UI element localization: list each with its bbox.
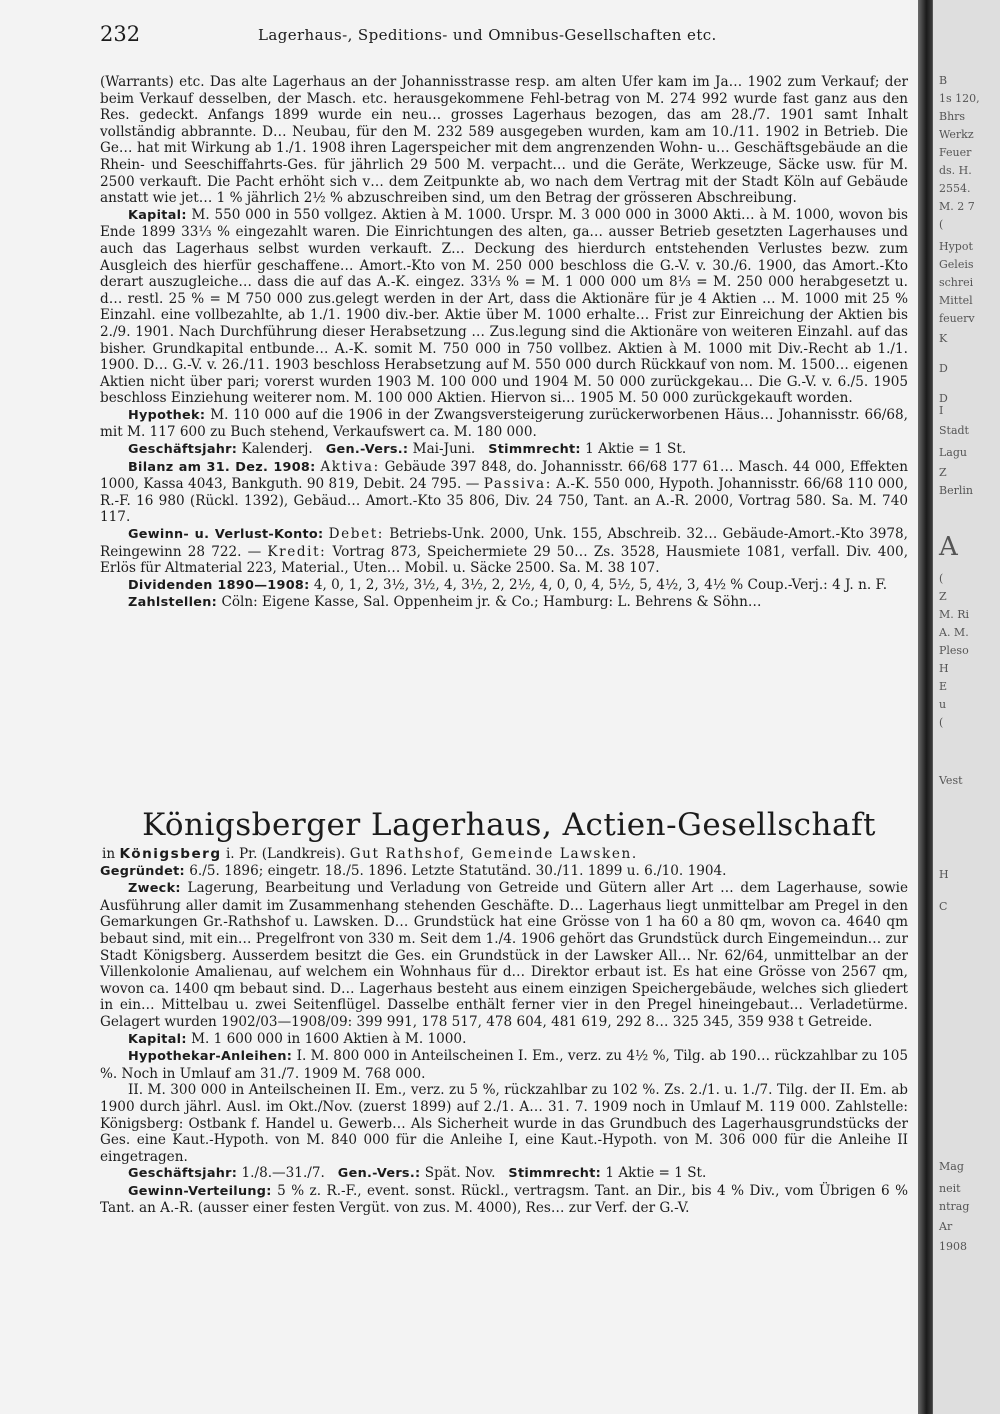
adjacent-fragment: Mittel (939, 294, 973, 307)
gj-label: Geschäftsjahr: (128, 442, 238, 458)
kapital-paragraph (100, 1031, 908, 1049)
running-head: Lagerhaus-, Speditions- und Omnibus-Gesellschaften etc. (258, 26, 717, 44)
adjacent-fragment: Ar (939, 1220, 953, 1233)
bilanz-passiva-label: Passiva: (483, 476, 552, 493)
hypothek-paragraph (100, 407, 908, 441)
adjacent-fragment: ds. H. (939, 164, 972, 177)
adjacent-fragment: Mag (939, 1160, 964, 1173)
adjacent-fragment: Feuer (939, 146, 972, 159)
hypothek-text: M. 110 000 auf die 1906 in der Zwangsversteigerung zurückerworbenen Häus… Johannisstr. 66/68, mit M. 117 600 zu Buch stehend, Verkaufswert ca. M. 180 000. (100, 406, 908, 441)
adjacent-fragment: Geleis (939, 258, 974, 271)
location-rest: i. Pr. (Landkreis). (225, 846, 346, 862)
adjacent-fragment: E (939, 680, 948, 693)
hypothekar-anleihen-paragraph (100, 1048, 908, 1082)
bilanz-passiva-text: A.-K. 550 000, Hypoth. Johannisstr. 66/68 110 000, R.-F. 16 980 (Rückl. 1392), Gebäud… Amort.-Kto 35 806, Div. 24 750, Tant. an A.-R. 2000, Vortrag 580. Sa. M. 740 117. (100, 476, 908, 526)
guv-label: Gewinn- u. Verlust-Konto: (128, 527, 324, 543)
gegruendet-line (100, 863, 908, 881)
gewinn-verteilung-label: Gewinn-Verteilung: (128, 1183, 272, 1199)
zahlstellen-paragraph (100, 594, 908, 612)
adjacent-fragment: Pleso (939, 644, 969, 657)
adjacent-fragment: I (939, 404, 944, 417)
adjacent-fragment: ( (939, 716, 944, 729)
adjacent-fragment: ( (939, 572, 944, 585)
adjacent-fragment: Hypot (939, 240, 973, 253)
entry-title (100, 806, 918, 844)
adjacent-fragment: D (939, 392, 948, 405)
page-header (100, 20, 920, 56)
adjacent-fragment: neit (939, 1182, 961, 1195)
adjacent-fragment: u (939, 698, 947, 711)
adjacent-fragment: 1908 (939, 1240, 967, 1253)
guv-paragraph (100, 526, 908, 577)
hypothek-label: Hypothek: (128, 407, 206, 423)
zweck-label: Zweck: (128, 881, 181, 897)
adjacent-fragment: feuerv (939, 312, 975, 325)
location-in: in (102, 846, 116, 862)
bilanz-aktiva-text: Gebäude 397 848, do. Johannisstr. 66/68 177 61… Masch. 44 000, Effekten 1000, Kassa 4043, Bankguth. 90 819, Debit. 24 795. — (100, 458, 908, 493)
adjacent-fragment: A. M. (939, 626, 969, 639)
gewinn-verteilung-text: 5 % z. R.-F., event. sonst. Rückl., vertragsm. Tant. an Dir., bis 4 % Div., vom Übrigen 6 % Tant. an A.-R. (ausser einer festen Vergüt. von zus. M. 4000), Res… zur Verf. der G.-V. (100, 1182, 909, 1217)
adjacent-fragment: Berlin (939, 484, 973, 497)
adjacent-fragment: ( (939, 218, 944, 231)
kapital-text: M. 550 000 in 550 vollgez. Aktien à M. 1000. Urspr. M. 3 000 000 in 3000 Akti… à M. 1000, wovon bis Ende 1899 33⅓ % eingezahlt waren. Die Einrichtungen des alten, ga… ausser Betrieb gesetzten Lagerhauses und auch das Lagerhaus selbst wurden verkauft. Z… Deckung des hierdurch entstehenden Verlustes bezw. zum Ausgleich des hierfür geschaffene… Amort.-Kto von M. 250 000 beschloss die G.-V. v. 30./6. 1900, das Amort.-Kto derart auszugleiche… dass die auf das A.-K. eingez. 33⅓ % = M. 1 000 000 um 8⅓ = M. 250 000 herabgesetzt u. d… restl. 25 % = M 750 000 zus.gelegt werden in der Art, dass die Aktionäre für je 4 Aktien … M. 1000 mit 25 % Einzahl. eine vollbezahlte, ab 1./1. 1900 div.-ber. Aktie über M. 1000 erhalte… Frist zur Einreichung der Aktien bis 2./9. 1901. Nach Durchführung dieser Herabsetzung … Zus.legung sind die Aktionäre von weiteren Einzahl. auf das bisher. Grundkapital entbunde… A.-K. somit M. 750 000 in 750 vollbez. Aktien à M. 1000 mit Div.-Recht ab 1./1. 1900. D… G.-V. v. 26./11. 1903 beschloss Herabsetzung auf M. 550 000 durch Rückkauf von nom. M. 1500… eigenen Aktien nicht über pari; vorerst wurden 1903 M. 100 000 und 1904 M. 50 000 zurückgekau… Die G.-V. v. 6./5. 1905 beschloss Einziehung weiterer nom. M. 100 000 Aktien. Hiervon si… 1905 M. 50 000 zurückgekauft worden. (100, 206, 909, 407)
sr-text: 1 Aktie = 1 St. (585, 441, 687, 458)
adjacent-fragment: B (939, 74, 948, 87)
zweck-text: Lagerung, Bearbeitung und Verladung von Getreide und Gütern aller Art … dem Lagerhause, sowie Ausführung aller damit im Zusammenhang stehenden Geschäfte. D… Lagerhaus liegt unmittelbar am Pregel in den Gemarkungen Gr.-Rathshof u. Lawsken. D… Grundstück hat eine Grösse von 1 ha 60 a 80 qm, wovon ca. 4640 qm bebaut sind, mit ein… Pregelfront von 330 m. Seit dem 1./4. 1906 gehört das Grundstück durch Eingemeindun… zur Stadt Königsberg. Ausserdem besitzt die Ges. ein Grundstück in der Lawsker All… Nr. 62/64, unmittelbar an der Villenkolonie Amalienau, auf welchem ein Wohnhaus für d… Direktor erbaut ist. Es hat eine Grösse von 2567 qm, wovon ca. 1400 qm bebaut sind. D… Lagerhaus besteht aus einem einzigen Speichergebäude, welches sich gliedert in ein… Mittelbau u. zwei Seitenflügel. Dasselbe enthält ferner vier in den Pregel hineingebaut… Verladetürme. Gelagert wurden 1902/03—1908/09: 399 991, 178 517, 478 604, 481 619, 292 8… 325 345, 359 938 t Getreide. (100, 880, 908, 1030)
geschaeftsjahr-line (100, 441, 908, 459)
bilanz-aktiva-label: Aktiva: (320, 458, 380, 475)
gv-label: Gen.-Vers.: (325, 442, 409, 458)
geschaeftsjahr-line (100, 1165, 908, 1183)
gegruendet-label: Gegründet: (100, 863, 185, 879)
adjacent-fragment: Vest (939, 774, 963, 787)
adjacent-fragment: A (939, 532, 958, 562)
adjacent-fragment: D (939, 362, 948, 375)
kapital-paragraph (100, 207, 908, 407)
gj-text: 1./8.—31./7. (241, 1165, 325, 1182)
adjacent-fragment: M. Ri (939, 608, 970, 621)
gv-text: Mai-Juni. (412, 441, 476, 458)
adjacent-fragment: ntrag (939, 1200, 970, 1213)
hypothekar-anleihen-text-1: I. M. 800 000 in Anteilscheinen I. Em., verz. zu 4½ %, Tilg. ab 190… rückzahlbar zu 105 %. Noch in Umlauf am 31./7. 1909 M. 768 000. (100, 1048, 908, 1082)
dividenden-paragraph (100, 577, 908, 595)
book-gutter (918, 0, 932, 1414)
zahlstellen-label: Zahlstellen: (128, 595, 218, 611)
entry-prev-continued (100, 74, 908, 612)
sr-text: 1 Aktie = 1 St. (605, 1165, 707, 1182)
adjacent-fragment: H (939, 868, 949, 881)
adjacent-fragment: C (939, 900, 948, 913)
adjacent-fragment: K (939, 332, 948, 345)
guv-debet-label: Debet: (328, 526, 384, 543)
kapital-text: M. 1 600 000 in 1600 Aktien à M. 1000. (191, 1030, 467, 1047)
location-city: Königsberg (119, 846, 222, 862)
gewinn-verteilung-paragraph (100, 1183, 908, 1217)
company-name: Königsberger Lagerhaus, Actien-Gesellschaft (142, 807, 876, 843)
bilanz-label: Bilanz am 31. Dez. 1908: (128, 459, 316, 475)
adjacent-fragment: Stadt (939, 424, 969, 437)
kapital-label: Kapital: (128, 1031, 187, 1047)
adjacent-fragment: Werkz (939, 128, 974, 141)
adjacent-fragment: 2554. (939, 182, 971, 195)
adjacent-fragment: Z (939, 466, 947, 479)
gj-text: Kalenderj. (241, 441, 313, 458)
entry-koenigsberg (100, 846, 908, 1217)
page-number: 232 (100, 22, 141, 46)
entry-location (100, 846, 908, 863)
adjacent-fragment: 1s 120, (939, 92, 980, 105)
zweck-paragraph (100, 880, 908, 1030)
hypothekar-anleihen-text-2: II. M. 300 000 in Anteilscheinen II. Em., verz. zu 5 %, rückzahlbar zu 102 %. Zs. 2./1. u. 1./7. Tilg. der II. Em. ab 1900 durch jährl. Ausl. im Okt./Nov. (zuerst 1899) auf 2./1. A… 31. 7. 1909 noch in Umlauf M. 119 000. Zahlstelle: Königsberg: Ostbank f. Handel u. Gewerb… Als Sicherheit wurde in das Grundbuch des Lagerhausgrundstücks der Ges. eine Kaut.-Hypoth. von M. 840 000 für die Anleihe I, eine Kaut.-Hypoth. von M. 306 000 für die Anleihe II eingetragen. (100, 1082, 908, 1165)
bilanz-paragraph (100, 459, 908, 526)
sr-label: Stimmrecht: (488, 442, 581, 458)
sr-label: Stimmrecht: (508, 1166, 602, 1182)
gegruendet-text: 6./5. 1896; eingetr. 18./5. 1896. Letzte Statutänd. 30./11. 1899 u. 6./10. 1904. (189, 862, 727, 879)
location-spaced: Gut Rathshof, Gemeinde Lawsken. (349, 846, 638, 862)
gv-text: Spät. Nov. (424, 1165, 496, 1182)
adjacent-fragment: schrei (939, 276, 974, 289)
adjacent-fragment: Lagu (939, 446, 967, 459)
dividenden-text: 4, 0, 1, 2, 3½, 3½, 4, 3½, 2, 2½, 4, 0, 0, 4, 5½, 5, 4½, 3, 4½ % Coup.-Verj.: 4 J. n. F. (313, 576, 888, 593)
hypothekar-anleihen-label: Hypothekar-Anleihen: (128, 1049, 293, 1065)
history-paragraph: (Warrants) etc. Das alte Lagerhaus an der Johannisstrasse resp. am alten Ufer kam im Ja… 1902 zum Verkauf; der beim Verkauf desselben, der Masch. etc. herausgekommene Fehl-betrag von M. 274 992 wurde fast ganz aus den Res. gedeckt. Anfangs 1899 wurde ein neu… grosses Lagerhaus bezogen, das am 28./7. 1901 samt Inhalt vollständig abbrannte. D… Neubau, für den M. 232 589 ausgegeben wurden, kam am 10./11. 1902 in Betrieb. Die Ge… hat mit Wirkung ab 1./1. 1908 ihren Lagerspeicher mit dem angrenzenden Wohn- u… Geschäftsgebäude an die Rhein- und Seeschiffahrts-Ges. für jährlich 29 500 M. verpacht… und die Geräte, Werkzeuge, Säcke usw. für M. 2500 verkauft. Die Pacht erhöht sich v… dem Zeitpunkte ab, wo nach dem Vertrag mit der Stadt Köln auf Gebäude anstatt wie jet… 1 % jährlich 2½ % abzuschreiben sind, um den Betrag der grösseren Abschreibung. (100, 74, 908, 207)
dividenden-label: Dividenden 1890—1908: (128, 577, 310, 593)
adjacent-page-edge (932, 0, 1000, 1414)
guv-kredit-label: Kredit: (267, 543, 327, 560)
hypothekar-anleihen-paragraph-2 (100, 1082, 908, 1165)
gj-label: Geschäftsjahr: (128, 1166, 238, 1182)
kapital-label: Kapital: (128, 207, 187, 223)
adjacent-fragment: M. 2 7 (939, 200, 975, 213)
adjacent-fragment: Bhrs (939, 110, 966, 123)
adjacent-fragment: H (939, 662, 949, 675)
guv-kredit-text: Vortrag 873, Speichermiete 29 50… Zs. 3528, Hausmiete 1081, verfall. Div. 400, Erlös für Altmaterial 223, Material., Uten… Mobil. u. Säcke 2500. Sa. M. 38 107. (100, 543, 909, 577)
adjacent-fragment: Z (939, 590, 947, 603)
zahlstellen-text: Cöln: Eigene Kasse, Sal. Oppenheim jr. & Co.; Hamburg: L. Behrens & Söhn… (221, 594, 762, 611)
gv-label: Gen.-Vers.: (337, 1166, 421, 1182)
guv-debet-text: Betriebs-Unk. 2000, Unk. 155, Abschreib. 32… Gebäude-Amort.-Kto 3978, Reingewinn 28 722. — (100, 526, 908, 560)
